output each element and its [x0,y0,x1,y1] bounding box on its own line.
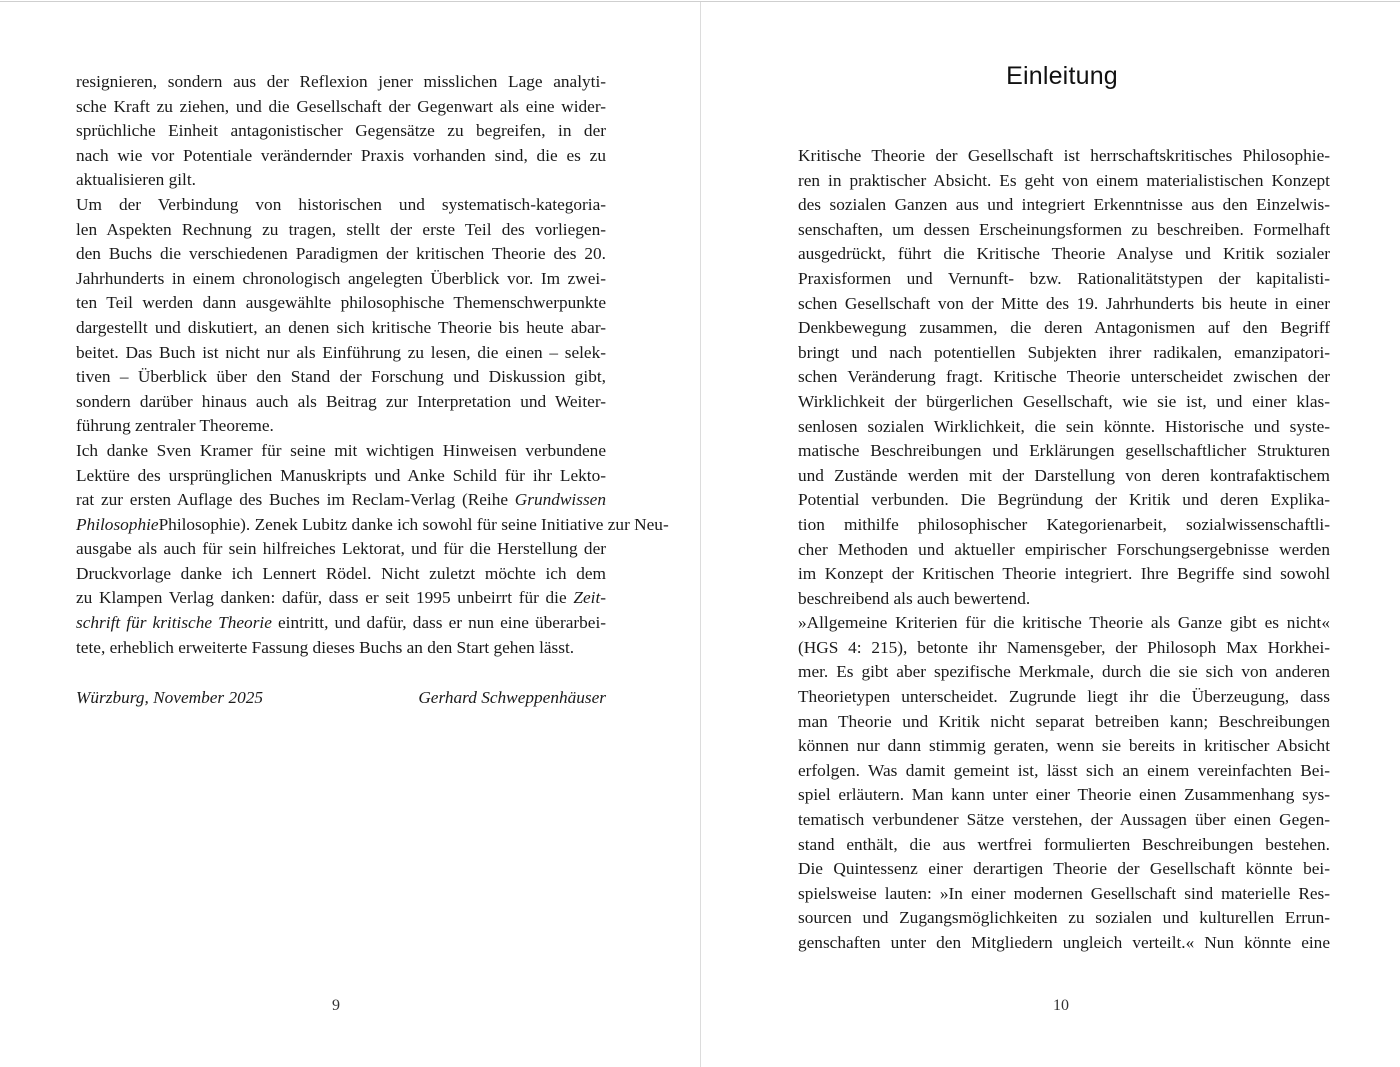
chapter-title: Einleitung [1006,62,1118,90]
body-line: resignieren, sondern aus der Reflexion jener misslichen Lage analyti- [76,72,606,91]
body-line: Druckvorlage danke ich Lennert Rödel. Nicht zuletzt möchte ich dem [76,563,606,583]
body-line: Lektüre des ursprünglichen Manuskripts und Anke Schild für ihr Lekto- [76,465,606,485]
body-line: und Zustände werden mit der Darstellung von deren kontrafaktischem [798,465,1330,485]
body-line: führung zentraler Theoreme. [76,416,274,436]
body-line: Jahrhunderts in einem chronologisch angelegten Überblick vor. Im zwei- [76,268,606,288]
body-line: Um der Verbindung von historischen und systematisch-kategoria- [76,194,606,214]
body-line: bringt und nach potentiellen Subjekten ihrer radikalen, emanzipatori- [798,342,1330,362]
body-line: matische Beschreibungen und Erklärungen gesellschaftlicher Strukturen [798,441,1330,461]
body-line: sche Kraft zu ziehen, und die Gesellschaft der Gegenwart als eine wider- [76,96,606,116]
signature-place-date: Würzburg, November 2025 [76,688,264,707]
body-line: Kritische Theorie der Gesellschaft ist herrschaftskritisches Philosophie- [798,146,1330,165]
body-line: »Allgemeine Kriterien für die kritische Theorie als Ganze gibt es nicht« [798,613,1330,633]
body-line: beitet. Das Buch ist nicht nur als Einführung zu lesen, die einen – selek- [76,342,606,362]
body-line: Wirklichkeit der bürgerlichen Gesellschaft, wie sie ist, und einer klas- [798,391,1330,411]
body-line: Ich danke Sven Kramer für seine mit wichtigen Hinweisen verbundene [76,440,606,460]
body-line: (HGS 4: 215), betonte ihr Namensgeber, der Philosoph Max Horkhei- [798,637,1330,657]
body-line: senlosen sozialen Wirklichkeit, die sein könnte. Historische und syste- [798,416,1330,436]
text-run: Philosophie). Zenek Lubitz danke ich sowohl für seine Initiative zur Neu- [158,514,669,534]
body-line: ten Teil werden dann ausgewählte philosophische Themenschwerpunkte [76,293,606,313]
left-page-body [76,70,669,660]
body-line: aktualisieren gilt. [76,170,196,190]
italic-series-title: Grundwissen [514,490,606,510]
body-line: spielsweise lauten: »In einer modernen Gesellschaft sind materielle Res- [798,883,1330,903]
body-line: tete, erheblich erweiterte Fassung dieses Buchs an den Start gehen lässt. [76,637,575,657]
body-line-mixed [76,513,669,538]
body-line: cher Methoden und aktueller empirischer Forschungsergebnisse werden [798,539,1330,559]
body-line: Theorietypen unterscheidet. Zugrunde liegt ihr die Überzeugung, dass [798,687,1330,707]
body-line-mixed [76,586,606,611]
body-line: ausgedrückt, führt die Kritische Theorie Analyse und Kritik sozialer [798,244,1330,264]
body-line: sondern darüber hinaus auch als Beitrag zur Interpretation und Weiter- [76,391,606,411]
body-line: im Konzept der Kritischen Theorie integriert. Ihre Begriffe sind sowohl [798,564,1330,584]
body-line: den Buchs die verschiedenen Paradigmen der kritischen Theorie des 20. [76,244,606,264]
body-line: tion mithilfe philosophischer Kategorienarbeit, sozialwissenschaftli- [798,514,1330,534]
body-line: len Aspekten Rechnung zu tragen, stellt der erste Teil des vorliegen- [76,219,606,239]
body-line: senschaften, um dessen Erscheinungsformen zu beschreiben. Formelhaft [798,219,1330,239]
body-line: ausgabe als auch für sein hilfreiches Lektorat, und für die Herstellung der [76,539,606,559]
body-line: spiel erläutern. Man kann unter einer Theorie einen Zusammenhang sys- [798,785,1330,805]
body-line: nach wie vor Potentiale verändernder Praxis vorhanden sind, die es zu [76,145,606,165]
body-line: schen Veränderung fragt. Kritische Theorie unterscheidet zwischen der [798,367,1330,387]
italic-series-title: Philosophie [76,514,159,534]
body-line: mer. Es gibt aber spezifische Merkmale, durch die sie sich von anderen [798,662,1330,682]
body-line: sourcen und Zugangsmöglichkeiten zu sozialen und kulturellen Errun- [798,908,1330,928]
body-line: schen Gesellschaft von der Mitte des 19. Jahrhunderts bis heute in einer [798,293,1330,313]
body-line: erfolgen. Was damit gemeint ist, lässt sich an einem vereinfachten Bei- [798,760,1330,780]
body-line: Die Quintessenz einer derartigen Theorie der Gesellschaft könnte bei- [798,859,1330,879]
body-line: genschaften unter den Mitgliedern ungleich verteilt.« Nun könnte eine [798,933,1330,952]
body-line: des sozialen Ganzen aus und integriert Erkenntnisse aus den Einzelwis- [798,195,1330,215]
italic-journal-title: schrift für kritische Theorie [76,613,272,633]
body-line: stand enthält, die aus wertfrei formulierten Beschreibungen bestehen. [798,834,1330,854]
signature-author: Gerhard Schweppenhäuser [418,688,606,707]
page-number-left: 9 [332,997,340,1014]
body-line: beschreibend als auch bewertend. [798,588,1031,608]
body-line: Denkbewegung zusammen, die deren Antagonismen auf den Begriff [798,318,1330,338]
body-line: Praxisformen und Vernunft- bzw. Rationalitätstypen der kapitalisti- [798,268,1330,288]
body-line: tiven – Überblick über den Stand der Forschung und Diskussion gibt, [76,367,606,387]
body-line: dargestellt und diskutiert, an denen sich kritische Theorie bis heute abar- [76,317,606,337]
text-run: eintritt, und dafür, dass er nun eine überarbei- [271,613,606,633]
text-run: rat zur ersten Auflage des Buches im Reclam-Verlag (Reihe [76,490,515,510]
text-run: zu Klampen Verlag danken: dafür, dass er seit 1995 unbeirrt für die [76,588,574,608]
right-page-body [798,144,1330,956]
page-number-right: 10 [1053,997,1069,1014]
body-line-mixed [76,488,606,513]
italic-journal-title: Zeit- [573,588,606,608]
body-line-mixed [76,611,606,636]
body-line: man Theorie und Kritik nicht separat betreiben kann; Beschreibungen [798,711,1330,731]
body-line: ren in praktischer Absicht. Es geht von einem materialistischen Konzept [798,170,1330,190]
body-line: tematisch verbundener Sätze verstehen, der Aussagen über einen Gegen- [798,810,1330,830]
body-line: sprüchliche Einheit antagonistischer Gegensätze zu begreifen, in der [76,121,606,141]
body-line: können nur dann stimmig geraten, wenn sie bereits in kritischer Absicht [798,736,1330,756]
right-page [701,0,1400,1067]
body-line: Potential verbunden. Die Begründung der Kritik und deren Explika- [798,490,1330,510]
